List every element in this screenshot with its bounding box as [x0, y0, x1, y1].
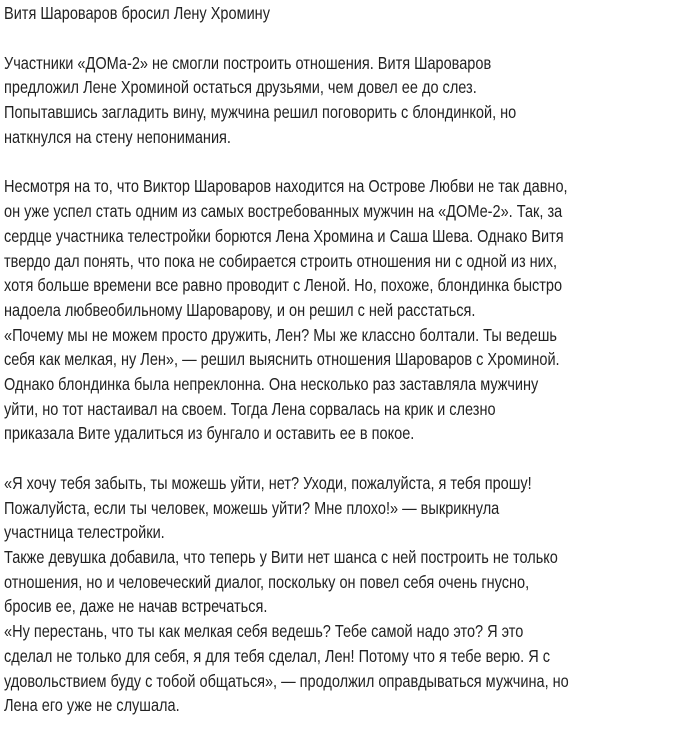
- text-line: сердце участника телестройки борются Лена Хромина и Саша Шева. Однако Витя: [4, 225, 564, 246]
- paragraph-intro: [4, 51, 699, 150]
- text-line: Попытавшись загладить вину, мужчина решил поговорить с блондинкой, но: [4, 102, 517, 123]
- text-line: хотя больше времени все равно проводит с Леной. Но, похоже, блондинка быстро: [4, 275, 563, 296]
- text-line: наткнулся на стену непонимания.: [4, 126, 231, 147]
- text-line: уйти, но тот настаивал на своем. Тогда Лена сорвалась на крик и слезно: [4, 398, 496, 419]
- text-line: отношения, но и человеческий диалог, поскольку он повел себя очень гнусно,: [4, 571, 530, 592]
- article-title: Витя Шароваров бросил Лену Хромину: [4, 3, 270, 23]
- text-line: предложил Лене Хроминой остаться друзьями, чем довел ее до слез.: [4, 77, 477, 98]
- quote-line: «Почему мы не можем просто дружить, Лен? Мы же классно болтали. Ты ведешь: [4, 324, 557, 345]
- text-line: Однако блондинка была непреклонна. Она несколько раз заставляла мужчину: [4, 373, 539, 394]
- quote-line: сделал не только для себя, я для тебя сделал, Лен! Потому что я тебе верю. Я с: [4, 645, 551, 666]
- text-line: надоела любвеобильному Шароварову, и он решил с ней расстаться.: [4, 299, 476, 320]
- spacer: [4, 26, 699, 51]
- text-line: участница телестройки.: [4, 522, 165, 543]
- article: [4, 0, 699, 718]
- spacer: [4, 149, 699, 174]
- quote-line: «Я хочу тебя забыть, ты можешь уйти, нет? Уходи, пожалуйста, я тебя прошу!: [4, 473, 532, 493]
- paragraph-quotes: [4, 471, 699, 718]
- text-line: твердо дал понять, что пока не собирается строить отношения ни с одной из них,: [4, 250, 558, 271]
- quote-line: «Ну перестань, что ты как мелкая себя ведешь? Тебе самой надо это? Я это: [4, 621, 524, 642]
- text-line: приказала Вите удалиться из бунгало и оставить ее в покое.: [4, 423, 415, 444]
- spacer: [4, 446, 699, 471]
- text-line: бросив ее, даже не начав встречаться.: [4, 596, 268, 617]
- text-line: Лена его уже не слушала.: [4, 695, 180, 716]
- text-line: Также девушка добавила, что теперь у Вити нет шанса с ней построить не только: [4, 547, 558, 568]
- paragraph-body: [4, 174, 699, 446]
- text-line: Несмотря на то, что Виктор Шароваров находится на Острове Любви не так давно,: [4, 176, 568, 197]
- quote-line: удовольствием буду с тобой общаться», — продолжил оправдываться мужчина, но: [4, 670, 569, 691]
- quote-line: себя как мелкая, ну Лен», — решил выяснить отношения Шароваров с Хроминой.: [4, 349, 560, 370]
- text-line: он уже успел стать одним из самых востребованных мужчин на «ДОМе-2». Так, за: [4, 201, 563, 222]
- text-line: Участники «ДОМа-2» не смогли построить отношения. Витя Шароваров: [4, 52, 492, 73]
- quote-line: Пожалуйста, если ты человек, можешь уйти? Мне плохо!» — выкрикнула: [4, 497, 500, 518]
